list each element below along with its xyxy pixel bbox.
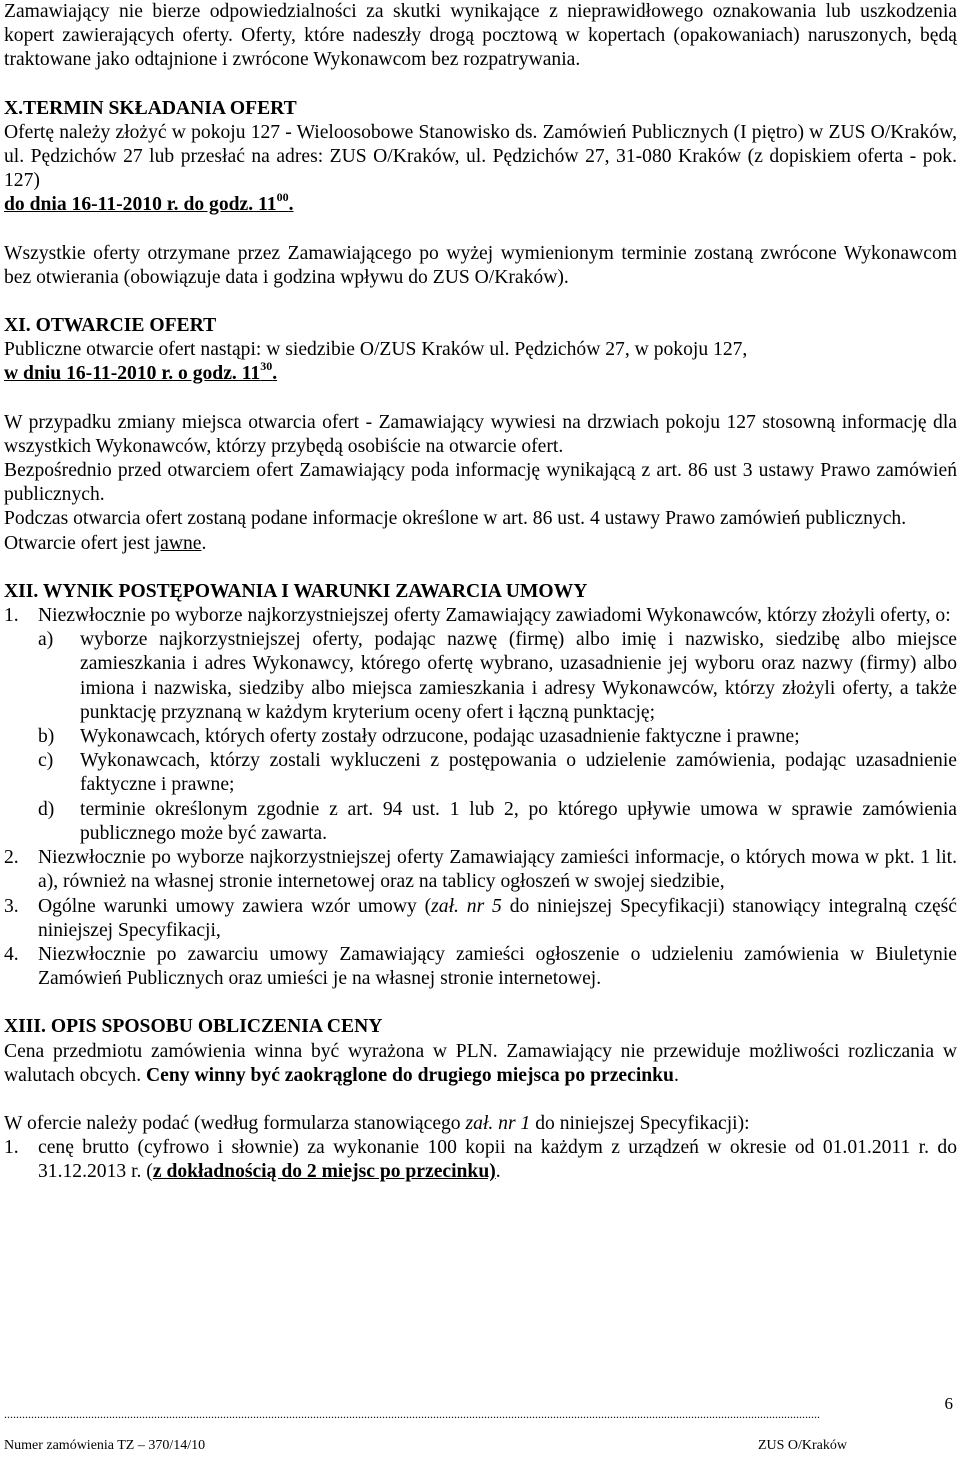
list-number: 2. — [4, 847, 19, 869]
precision-note: z dokładnością do 2 miejsc po przecinku) — [152, 1161, 496, 1183]
section-11-paragraph-4: Podczas otwarcia ofert zostaną podane informacje określone w art. 86 ust. 4 ustawy Prawo zamówień publicznych. — [4, 508, 907, 530]
list-item — [4, 1136, 957, 1184]
list-text-part: do niniejszej Specyfikacji) stanowiący integralną część niniejszej Specyfikacji, — [38, 895, 957, 941]
list-text: Niezwłocznie po zawarciu umowy Zamawiający zamieści ogłoszenie o udzieleniu zamówienia w Biuletynie Zamówień Publicznych oraz umieści je na własnej stronie internetowej. — [38, 943, 957, 990]
list-item — [4, 943, 957, 991]
open-text: Otwarcie ofert jest — [4, 532, 155, 554]
opening-date-text: w dniu 16-11-2010 r. o godz. 11 — [4, 363, 261, 385]
list-number: 1. — [4, 605, 19, 627]
section-10-heading: X.TERMIN SKŁADANIA OFERT — [4, 97, 297, 119]
section-10-paragraph-2: Wszystkie oferty otrzymane przez Zamawiającego po wyżej wymienionym terminie zostaną zwrócone Wykonawcom bez otwierania (obowiązuje data i godzina wpływu do ZUS O/Kraków). — [4, 242, 957, 288]
deadline-minutes: 00 — [276, 190, 289, 205]
list-text — [38, 1136, 957, 1184]
section-10-paragraph: Ofertę należy złożyć w pokoju 127 - Wieloosobowe Stanowisko ds. Zamówień Publicznych (I piętro) w ZUS O/Kraków, ul. Pędzichów 27 lub przesłać na adres: ZUS O/Kraków, ul. Pędzichów 27, 31-080 Kraków (z dopiskiem oferta - pok. 127) — [4, 121, 957, 192]
open-word: jawne — [154, 532, 202, 554]
list-number: 3. — [4, 895, 19, 917]
list-text-part: . — [495, 1161, 501, 1183]
sub-list-letter: b) — [38, 726, 55, 748]
section-11-paragraph: Publiczne otwarcie ofert nastąpi: w siedzibie O/ZUS Kraków ul. Pędzichów 27, w pokoju 127, — [4, 339, 748, 361]
sub-list-text: terminie określonym zgodnie z art. 94 ust. 1 lub 2, po którego upływie umowa w sprawie zamówienia publicznego może być zawarta. — [80, 798, 957, 844]
text-part: . — [673, 1064, 679, 1086]
footer-dotted-line: ................................................................................................................................................................................................................................................................................ — [4, 1407, 820, 1421]
sub-list-item — [38, 798, 957, 846]
open-period: . — [201, 532, 207, 554]
sub-list-item — [38, 725, 957, 749]
submission-deadline: do dnia 16-11-2010 r. do godz. $11^{00}$. — [4, 190, 294, 216]
order-number: Numer zamówienia TZ – 370/14/10 — [4, 1438, 206, 1453]
list-item — [4, 895, 957, 943]
list-number: 1. — [4, 1137, 19, 1159]
intro-paragraph: Zamawiający nie bierze odpowiedzialności za skutki wynikające z nieprawidłowego oznakowania lub uszkodzenia kopert zawierających oferty. Oferty, które nadeszły drogą pocztową w kopertach (opakowaniach) naruszonych, będą traktowane jako odtajnione i zwrócone Wykonawcom bez rozpatrywania. — [4, 1, 957, 71]
section-11-paragraph-5 — [4, 532, 957, 556]
section-13-paragraph-2 — [4, 1112, 957, 1136]
sub-list-letter: c) — [38, 750, 54, 772]
section-11-paragraph-2: W przypadku zmiany miejsca otwarcia ofert - Zamawiający wywiesi na drzwiach pokoju 127 stosowną informację dla wszystkich Wykonawców, którzy przybędą osobiście na otwarcie ofert. — [4, 411, 957, 457]
list-text — [38, 895, 957, 943]
sub-list-text: Wykonawcach, których oferty zostały odrzucone, podając uzasadnienie faktyczne i prawne; — [80, 726, 800, 748]
attachment-reference: zał. nr 5 — [431, 895, 502, 917]
rounding-rule: Ceny winny być zaokrąglone do drugiego miejsca po przecinku — [146, 1064, 674, 1086]
attachment-reference: zał. nr 1 — [465, 1112, 531, 1134]
sub-list-item — [38, 749, 957, 797]
opening-minutes: 30 — [260, 359, 273, 374]
list-item — [4, 604, 957, 628]
text-part: W ofercie należy podać (według formularza stanowiącego — [4, 1112, 466, 1134]
section-13-paragraph — [4, 1040, 957, 1088]
text-part: Cena przedmiotu zamówienia winna być wyrażona w PLN. Zamawiający nie przewiduje możliwości rozliczania w walutach obcych. — [4, 1040, 957, 1086]
list-text-part: Ogólne warunki umowy zawiera wzór umowy ( — [38, 895, 432, 917]
section-13-heading: XIII. OPIS SPOSOBU OBLICZENIA CENY — [4, 1016, 383, 1038]
footer-branch: ZUS O/Kraków — [757, 1438, 847, 1453]
section-11-heading: XI. OTWARCIE OFERT — [4, 315, 217, 337]
text-part: do niniejszej Specyfikacji): — [530, 1112, 750, 1134]
section-11-paragraph-3: Bezpośrednio przed otwarciem ofert Zamawiający poda informację wynikającą z art. 86 ust 3 ustawy Prawo zamówień publicznych. — [4, 460, 957, 506]
opening-date: w dniu 16-11-2010 r. o godz. $11^{30}$. — [4, 359, 278, 385]
deadline-text: do dnia 16-11-2010 r. do godz. 11 — [4, 194, 277, 216]
list-number: 4. — [4, 943, 19, 965]
list-text: Niezwłocznie po wyborze najkorzystniejszej oferty Zamawiający zawiadomi Wykonawców, którzy złożyli oferty, o: — [38, 605, 951, 627]
list-text: Niezwłocznie po wyborze najkorzystniejszej oferty Zamawiający zamieści informacje, o których mowa w pkt. 1 lit. a), również na własnej stronie internetowej oraz na tablicy ogłoszeń w swojej siedzibie, — [38, 847, 957, 893]
sub-list-text: Wykonawcach, którzy zostali wykluczeni z postępowania o udzielenie zamówienia, podając uzasadnienie faktyczne i prawne; — [80, 750, 957, 796]
page-number: 6 — [944, 1394, 953, 1413]
list-item — [4, 846, 957, 894]
sub-list-letter: a) — [38, 629, 54, 651]
sub-list-text: wyborze najkorzystniejszej oferty, podając nazwę (firmę) albo imię i nazwisko, siedzibę albo miejsce zamieszkania i adres Wykonawcy, którego ofertę wybrano, uzasadnienie jej wyboru oraz nazwy (firmy) albo imiona i nazwiska, siedziby albo miejsca zamieszkania i adresy Wykonawców, którzy złożyli oferty, a także punktację przyznaną w każdym kryterium oceny ofert i łączną punktację; — [80, 629, 957, 723]
page-footer — [4, 1392, 957, 1460]
section-12-heading: XII. WYNIK POSTĘPOWANIA I WARUNKI ZAWARCIA UMOWY — [4, 580, 588, 602]
sub-list-item — [38, 628, 957, 725]
list-text-part: cenę brutto (cyfrowo i słownie) za wykonanie 100 kopii na każdym z urządzeń w okresie od 01.01.2011 r. do 31.12.2013 r. ( — [38, 1137, 957, 1183]
sub-list-letter: d) — [38, 798, 55, 820]
